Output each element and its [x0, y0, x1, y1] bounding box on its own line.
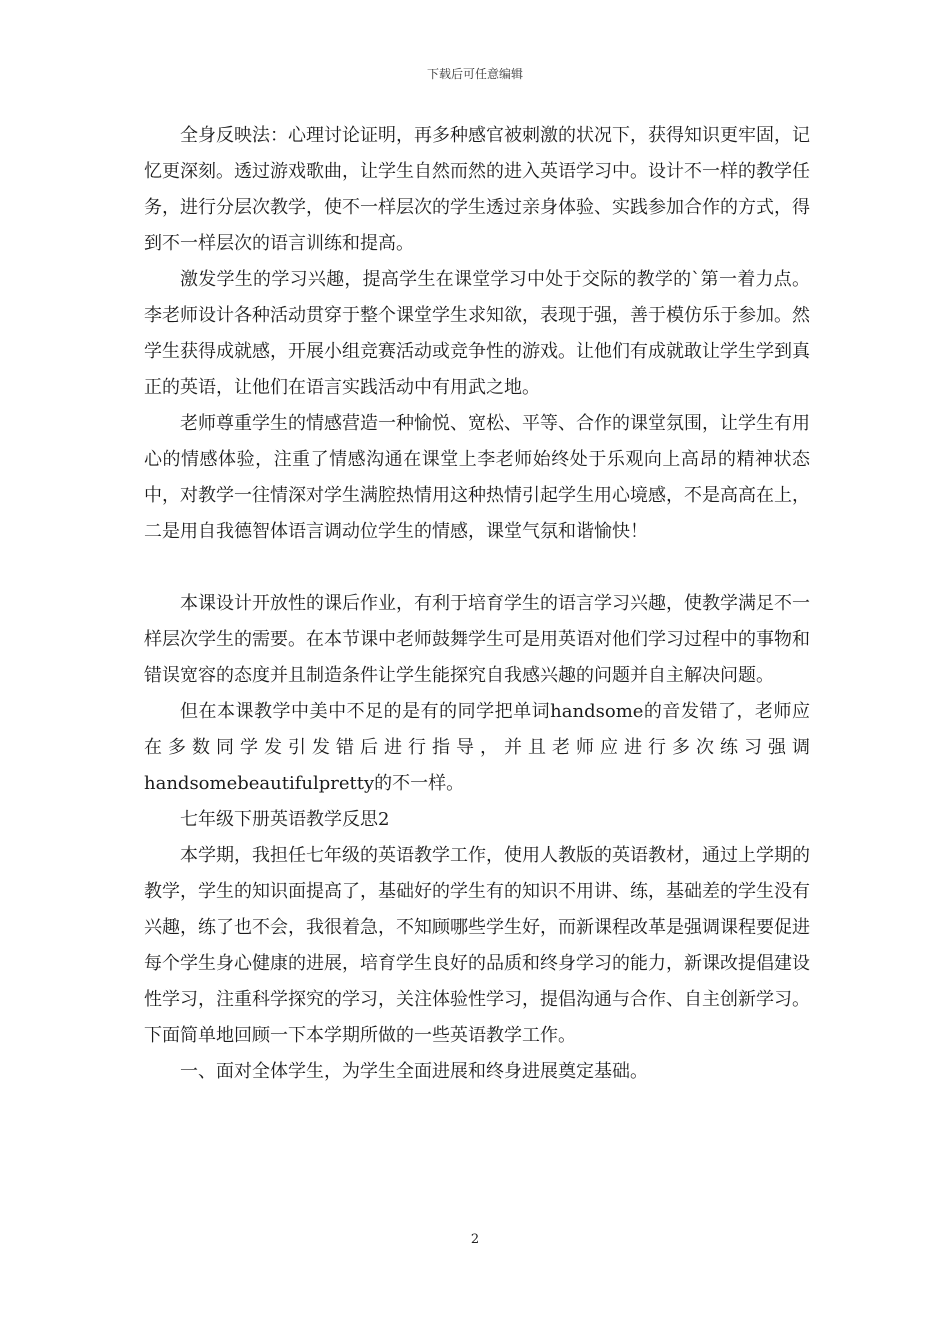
paragraph-shortcoming: 但在本课教学中美中不足的是有的同学把单词handsome的音发错了，老师应在多数同学发引发错后进行指导，并且老师应进行多次练习强调handsomebeautifulpretty的不一样。 [144, 701, 810, 794]
paragraph-semester-review: 本学期，我担任七年级的英语教学工作，使用人教版的英语教材，通过上学期的教学，学生的知识面提高了，基础好的学生有的知识不用讲、练，基础差的学生没有兴趣，练了也不会，我很着急，不知顾哪些学生好，而新课程改革是强调课程要促进每个学生身心健康的进展，培育学生良好的品质和终身学习的能力，新课改提倡建设性学习，注重科学探究的学习，关注体验性学习，提倡沟通与合作、自主创新学习。下面简单地回顾一下本学期所做的一些英语教学工作。 [144, 845, 810, 1046]
document-body [144, 118, 810, 1090]
paragraph-respect-emotions: 老师尊重学生的情感营造一种愉悦、宽松、平等、合作的课堂氛围，让学生有用心的情感体验，注重了情感沟通在课堂上李老师始终处于乐观向上高昂的精神状态中，对教学一往情深对学生满腔热情用这种热情引起学生用心境感，不是高高在上，二是用自我德智体语言调动位学生的情感，课堂气氛和谐愉快！ [144, 413, 810, 542]
paragraph-total-physical-response: 全身反映法：心理讨论证明，再多种感官被刺激的状况下，获得知识更牢固，记忆更深刻。透过游戏歌曲，让学生自然而然的进入英语学习中。设计不一样的教学任务，进行分层次教学，使不一样层次的学生透过亲身体验、实践参加合作的方式，得到不一样层次的语言训练和提高。 [144, 125, 810, 254]
paragraph-open-homework: 本课设计开放性的课后作业，有利于培育学生的语言学习兴趣，使教学满足不一样层次学生的需要。在本节课中老师鼓舞学生可是用英语对他们学习过程中的事物和错误宽容的态度并且制造条件让学生能探究自我感兴趣的问题并自主解决问题。 [144, 593, 810, 686]
paragraph-point-one: 一、面对全体学生，为学生全面进展和终身进展奠定基础。 [180, 1061, 648, 1082]
page-header: 下载后可任意编辑 [426, 67, 523, 81]
paragraph-stimulate-interest: 激发学生的学习兴趣，提高学生在课堂学习中处于交际的教学的`第一着力点。李老师设计各种活动贯穿于整个课堂学生求知欲，表现于强，善于模仿乐于参加。然学生获得成就感，开展小组竞赛活动或竞争性的游戏。让他们有成就敢让学生学到真正的英语，让他们在语言实践活动中有用武之地。 [144, 269, 810, 398]
page-number: 2 [470, 1232, 480, 1247]
section-heading: 七年级下册英语教学反思2 [180, 809, 390, 830]
